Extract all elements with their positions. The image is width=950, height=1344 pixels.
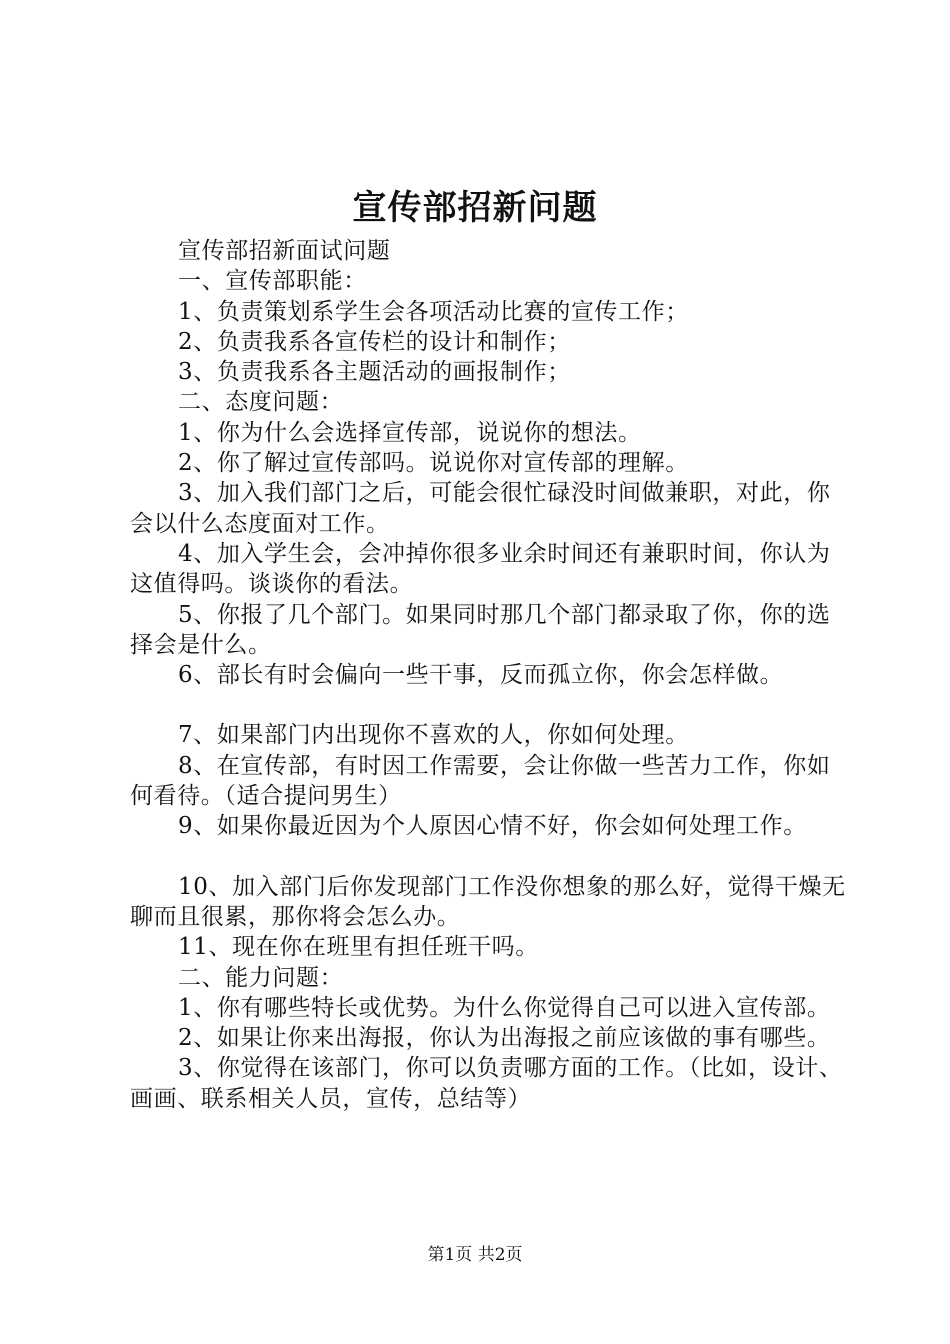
page-footer: 第1页 共2页: [427, 1245, 523, 1265]
list-item: 2、负责我系各宣传栏的设计和制作；: [178, 328, 571, 355]
list-item: 10、加入部门后你发现部门工作没你想象的那么好，觉得干燥无聊而且很累，那你将会怎么办。: [130, 873, 846, 930]
list-item: 8、在宣传部，有时因工作需要，会让你做一些苦力工作，你如何看待。（适合提问男生）: [130, 752, 831, 810]
section-heading-ability: 二、能力问题：: [178, 964, 344, 991]
section-heading-attitude: 二、态度问题：: [178, 389, 344, 416]
list-item: 11、现在你在班里有担任班干吗。: [178, 934, 539, 961]
list-item: 4、加入学生会，会冲掉你很多业余时间还有兼职时间，你认为这值得吗。谈谈你的看法。: [130, 540, 831, 598]
blank-line: [130, 690, 850, 720]
list-item: 1、你有哪些特长或优势。为什么你觉得自己可以进入宣传部。: [178, 994, 831, 1021]
list-item: 2、你了解过宣传部吗。说说你对宣传部的理解。: [178, 450, 689, 477]
list-item: 7、如果部门内出现你不喜欢的人，你如何处理。: [178, 722, 689, 749]
list-item: 3、负责我系各主题活动的画报制作；: [178, 359, 571, 386]
list-item: 1、负责策划系学生会各项活动比赛的宣传工作；: [178, 298, 689, 325]
list-item: 1、你为什么会选择宣传部，说说你的想法。: [178, 419, 642, 446]
list-item: 5、你报了几个部门。如果同时那几个部门都录取了你，你的选择会是什么。: [130, 601, 831, 658]
section-heading-functions: 一、宣传部职能：: [178, 268, 367, 295]
document-body: [130, 236, 850, 1114]
list-item: 6、部长有时会偏向一些干事，反而孤立你，你会怎样做。: [178, 662, 784, 689]
blank-line: [130, 842, 850, 872]
list-item: 2、如果让你来出海报，你认为出海报之前应该做的事有哪些。: [178, 1025, 831, 1052]
list-item: 3、加入我们部门之后，可能会很忙碌没时间做兼职，对此，你会以什么态度面对工作。: [130, 480, 831, 537]
document-title: 宣传部招新问题: [352, 188, 598, 228]
list-item: 3、你觉得在该部门，你可以负责哪方面的工作。（比如，设计、画画、联系相关人员，宣传，总结等）: [130, 1055, 843, 1112]
list-item: 9、如果你最近因为个人原因心情不好，你会如何处理工作。: [178, 813, 807, 840]
paragraph-intro: 宣传部招新面试问题: [178, 238, 391, 264]
